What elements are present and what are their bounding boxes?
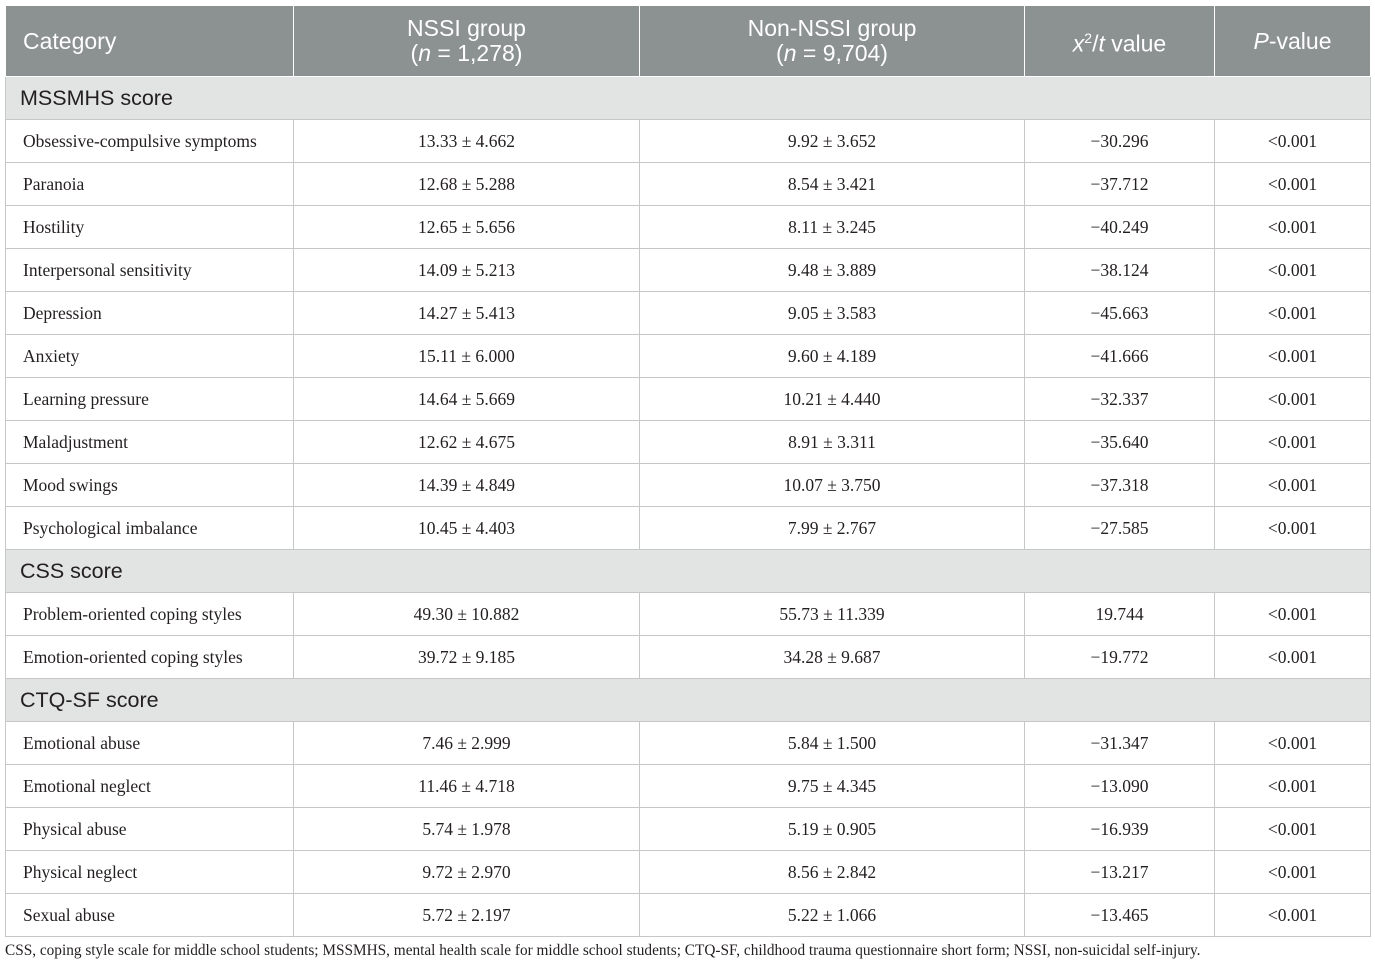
cell-category: Sexual abuse [6, 894, 294, 937]
header-nssi-n-symbol: n [418, 40, 431, 66]
table-row [6, 163, 1371, 206]
cell-nssi-mean-sd: 12.68 ± 5.288 [294, 163, 640, 206]
cell-nssi-mean-sd: 13.33 ± 4.662 [294, 120, 640, 163]
cell-p-value: <0.001 [1215, 894, 1371, 937]
header-p-suffix: -value [1268, 27, 1332, 54]
cell-non-nssi-mean-sd: 8.91 ± 3.311 [640, 421, 1025, 464]
cell-stat-value: −37.318 [1025, 464, 1215, 507]
header-p-prefix: P [1253, 27, 1269, 54]
cell-p-value: <0.001 [1215, 851, 1371, 894]
cell-non-nssi-mean-sd: 9.48 ± 3.889 [640, 249, 1025, 292]
cell-stat-value: −16.939 [1025, 808, 1215, 851]
cell-p-value: <0.001 [1215, 765, 1371, 808]
cell-p-value: <0.001 [1215, 593, 1371, 636]
cell-category: Depression [6, 292, 294, 335]
cell-category: Physical abuse [6, 808, 294, 851]
header-stat-label: value [1111, 30, 1167, 57]
cell-non-nssi-mean-sd: 34.28 ± 9.687 [640, 636, 1025, 679]
cell-p-value: <0.001 [1215, 421, 1371, 464]
cell-category: Paranoia [6, 163, 294, 206]
cell-nssi-mean-sd: 5.74 ± 1.978 [294, 808, 640, 851]
cell-p-value: <0.001 [1215, 808, 1371, 851]
cell-nssi-mean-sd: 14.64 ± 5.669 [294, 378, 640, 421]
cell-category: Mood swings [6, 464, 294, 507]
cell-p-value: <0.001 [1215, 636, 1371, 679]
cell-category: Physical neglect [6, 851, 294, 894]
cell-stat-value: −38.124 [1025, 249, 1215, 292]
cell-category: Maladjustment [6, 421, 294, 464]
cell-nssi-mean-sd: 14.27 ± 5.413 [294, 292, 640, 335]
cell-non-nssi-mean-sd: 9.75 ± 4.345 [640, 765, 1025, 808]
cell-p-value: <0.001 [1215, 120, 1371, 163]
results-table-container [5, 5, 1370, 937]
cell-non-nssi-mean-sd: 7.99 ± 2.767 [640, 507, 1025, 550]
cell-category: Emotional abuse [6, 722, 294, 765]
cell-category: Interpersonal sensitivity [6, 249, 294, 292]
cell-non-nssi-mean-sd: 55.73 ± 11.339 [640, 593, 1025, 636]
cell-category: Anxiety [6, 335, 294, 378]
header-stat-t: t [1098, 30, 1105, 57]
header-category: Category [6, 6, 294, 77]
cell-stat-value: −41.666 [1025, 335, 1215, 378]
header-p-value [1215, 6, 1371, 77]
cell-p-value: <0.001 [1215, 163, 1371, 206]
cell-stat-value: −31.347 [1025, 722, 1215, 765]
cell-nssi-mean-sd: 14.09 ± 5.213 [294, 249, 640, 292]
cell-p-value: <0.001 [1215, 378, 1371, 421]
cell-nssi-mean-sd: 15.11 ± 6.000 [294, 335, 640, 378]
cell-category: Emotional neglect [6, 765, 294, 808]
table-header [6, 6, 1371, 77]
cell-non-nssi-mean-sd: 10.21 ± 4.440 [640, 378, 1025, 421]
cell-non-nssi-mean-sd: 5.84 ± 1.500 [640, 722, 1025, 765]
cell-nssi-mean-sd: 11.46 ± 4.718 [294, 765, 640, 808]
table-row [6, 249, 1371, 292]
cell-stat-value: −32.337 [1025, 378, 1215, 421]
cell-nssi-mean-sd: 5.72 ± 2.197 [294, 894, 640, 937]
cell-category: Problem-oriented coping styles [6, 593, 294, 636]
header-nssi-label: NSSI group [407, 15, 526, 41]
table-row [6, 464, 1371, 507]
cell-non-nssi-mean-sd: 5.19 ± 0.905 [640, 808, 1025, 851]
cell-nssi-mean-sd: 10.45 ± 4.403 [294, 507, 640, 550]
table-row [6, 636, 1371, 679]
cell-non-nssi-mean-sd: 8.54 ± 3.421 [640, 163, 1025, 206]
table-row [6, 421, 1371, 464]
table-row [6, 120, 1371, 163]
header-nssi-group: NSSI group (n = 1,278) [294, 6, 640, 77]
cell-p-value: <0.001 [1215, 292, 1371, 335]
cell-stat-value: −13.217 [1025, 851, 1215, 894]
table-row [6, 292, 1371, 335]
table-row [6, 765, 1371, 808]
table-row [6, 378, 1371, 421]
cell-p-value: <0.001 [1215, 722, 1371, 765]
header-stat-value: $x^2/t$ value [1025, 6, 1215, 77]
section-title: MSSMHS score [6, 77, 1371, 120]
cell-nssi-mean-sd: 12.62 ± 4.675 [294, 421, 640, 464]
table-row [6, 593, 1371, 636]
cell-stat-value: −45.663 [1025, 292, 1215, 335]
section-title: CTQ-SF score [6, 679, 1371, 722]
table-footnote: CSS, coping style scale for middle school students; MSSMHS, mental health scale for middle school students; CTQ-SF, childhood trauma questionnaire short form; NSSI, non-suicidal self-injury. [5, 942, 1201, 959]
table-row [6, 808, 1371, 851]
cell-stat-value: −13.465 [1025, 894, 1215, 937]
header-stat-sup: 2 [1084, 29, 1093, 46]
cell-non-nssi-mean-sd: 9.92 ± 3.652 [640, 120, 1025, 163]
cell-category: Psychological imbalance [6, 507, 294, 550]
table-row [6, 722, 1371, 765]
section-row [6, 550, 1371, 593]
cell-stat-value: −19.772 [1025, 636, 1215, 679]
cell-stat-value: −13.090 [1025, 765, 1215, 808]
cell-nssi-mean-sd: 9.72 ± 2.970 [294, 851, 640, 894]
cell-non-nssi-mean-sd: 9.05 ± 3.583 [640, 292, 1025, 335]
section-row [6, 77, 1371, 120]
cell-nssi-mean-sd: 49.30 ± 10.882 [294, 593, 640, 636]
cell-stat-value: −27.585 [1025, 507, 1215, 550]
cell-non-nssi-mean-sd: 5.22 ± 1.066 [640, 894, 1025, 937]
comparison-table [5, 5, 1371, 937]
cell-category: Emotion-oriented coping styles [6, 636, 294, 679]
cell-stat-value: −35.640 [1025, 421, 1215, 464]
table-row [6, 507, 1371, 550]
cell-non-nssi-mean-sd: 8.56 ± 2.842 [640, 851, 1025, 894]
header-non-nssi-n: 9,704 [822, 40, 881, 66]
header-stat-x: x [1072, 30, 1085, 57]
cell-non-nssi-mean-sd: 10.07 ± 3.750 [640, 464, 1025, 507]
cell-p-value: <0.001 [1215, 335, 1371, 378]
table-row [6, 851, 1371, 894]
cell-p-value: <0.001 [1215, 249, 1371, 292]
table-row [6, 894, 1371, 937]
header-non-nssi-label: Non-NSSI group [747, 15, 917, 41]
cell-nssi-mean-sd: 14.39 ± 4.849 [294, 464, 640, 507]
cell-non-nssi-mean-sd: 9.60 ± 4.189 [640, 335, 1025, 378]
header-non-nssi-n-symbol: n [783, 40, 797, 66]
cell-category: Learning pressure [6, 378, 294, 421]
section-row [6, 679, 1371, 722]
cell-p-value: <0.001 [1215, 206, 1371, 249]
header-non-nssi-group: Non-NSSI group (n = 9,704) [640, 6, 1025, 77]
table-row [6, 206, 1371, 249]
table-row [6, 335, 1371, 378]
cell-stat-value: 19.744 [1025, 593, 1215, 636]
cell-stat-value: −37.712 [1025, 163, 1215, 206]
cell-category: Hostility [6, 206, 294, 249]
cell-stat-value: −40.249 [1025, 206, 1215, 249]
cell-p-value: <0.001 [1215, 464, 1371, 507]
header-nssi-n: 1,278 [457, 40, 515, 66]
table-body [6, 77, 1371, 937]
cell-category: Obsessive-compulsive symptoms [6, 120, 294, 163]
section-title: CSS score [6, 550, 1371, 593]
cell-nssi-mean-sd: 39.72 ± 9.185 [294, 636, 640, 679]
cell-p-value: <0.001 [1215, 507, 1371, 550]
cell-nssi-mean-sd: 12.65 ± 5.656 [294, 206, 640, 249]
cell-non-nssi-mean-sd: 8.11 ± 3.245 [640, 206, 1025, 249]
cell-nssi-mean-sd: 7.46 ± 2.999 [294, 722, 640, 765]
header-row [6, 6, 1371, 77]
cell-stat-value: −30.296 [1025, 120, 1215, 163]
